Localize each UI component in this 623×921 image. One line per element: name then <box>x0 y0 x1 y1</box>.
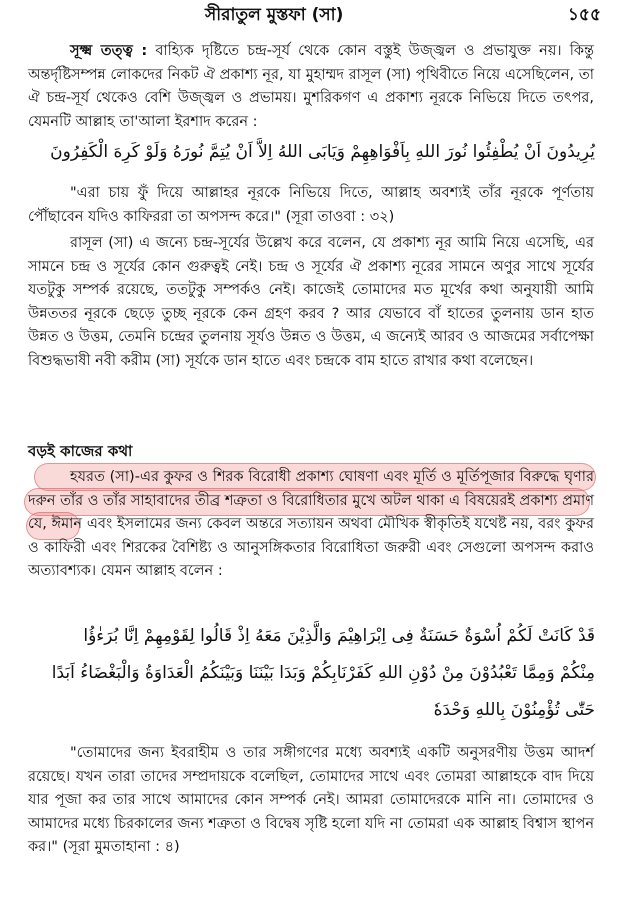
arabic-verse-tawbah: يُرِيدُونَ اَنْ يُطْفِئُوا نُورَ اللهِ بِاَفْوَاهِهِمْ وَيَابَى اللهُ اِلاَّ اَنْ يُتِمَّ نُورَهُ وَلَوْ كَرِهَ الْكَفِرُونَ <box>50 142 595 162</box>
paragraph-subtle-truth <box>28 40 594 134</box>
subtle-truth-text: বাহ্যিক দৃষ্টিতে চন্দ্র-সূর্য থেকে কোন বস্তুই উজ্জ্বল ও প্রভাযুক্ত নয়। কিন্তু অন্তর্দৃষ্টিসম্পন্ন লোকদের নিকট ঐ প্রকাশ্য নূর, যা মুহাম্মদ রাসূল (সা) পৃথিবীতে নিয়ে এসেছিলেন, তা ঐ চন্দ্র-সূর্য থেকেও বেশি উজ্জ্বল ও প্রভাময়। মুশরিকগণ এ প্রকাশ্য নূরকে নিভিয়ে দিতে তৎপর, যেমনটি আল্লাহ তা'আলা ইরশাদ করেন : <box>28 43 594 130</box>
arabic-verse-line1: قَدْ كَانَتْ لَكُمْ اُسْوَةٌ حَسَنَةٌ فِى اِبْرَاهِيْمَ وَالَّذِيْنَ مَعَهُ اِذْ قَالُوا لِقَوْمِهِمْ اِنَّا بُرَءٰؤُا <box>83 626 595 646</box>
page-number: ১৫৫ <box>567 5 601 25</box>
arabic-verse-line2: مِنْكُمْ وَمِمَّا تَعْبُدُوْنَ مِنْ دُوْنِ اللهِ كَفَرْنَابِكُمْ وَبَدَا بَيْنَنَا وَبَيْنَكُمُ الْعَدَاوَةُ وَالْبَغْضَاءُ اَبَدًا <box>51 663 595 683</box>
section-heading: বড়ই কাজের কথা <box>28 442 133 460</box>
running-title: সীরাতুল মুস্তফা (সা) <box>205 5 344 25</box>
subtle-truth-lead: সূক্ষ্ম তত্ত্ব : <box>70 43 148 59</box>
paragraph-kufr-shirk: হযরত (সা)-এর কুফর ও শিরক বিরোধী প্রকাশ্য ঘোষণা এবং মূর্তি ও মূর্তিপূজার বিরুদ্ধে ঘৃণার দরুন তাঁর ও তাঁর সাহাবাদের তীব্র শত্রুতা ও বিরোধিতার মুখে অটল থাকা এ বিষয়েরই প্রকাশ্য প্রমাণ যে, ঈমান এবং ইসলামের জন্য কেবল অন্তরে সত্যায়ন অথবা মৌখিক স্বীকৃতিই যথেষ্ট নয়, বরং কুফর ও কাফিরী এবং শিরকের বৈশিষ্ট্য ও আনুসঙ্গিকতার বিরোধিতা জরুরী এবং সেগুলো অপসন্দ করাও অত্যাবশ্যক। যেমন আল্লাহ বলেন : <box>28 469 594 580</box>
arabic-verse-line3: حَتّٰى تُؤْمِنُوْنَ بِاللهِ وَحْدَهٗ <box>433 700 595 720</box>
paragraph-tawbah-translation: "এরা চায় ফুঁ দিয়ে আল্লাহর নূরকে নিভিয়ে দিতে, আল্লাহ অবশ্যই তাঁর নূরকে পূর্ণতায় পৌঁছাবেন যদিও কাফিররা তা অপসন্দ করে।" (সূরা তাওবা : ৩২) <box>28 185 594 225</box>
paragraph-mumtahana-translation: "তোমাদের জন্য ইবরাহীম ও তার সঙ্গীগণের মধ্যে অবশ্যই একটি অনুসরণীয় উত্তম আদর্শ রয়েছে। যখন তারা তাদের সম্প্রদায়কে বলেছিল, তোমাদের সাথে এবং তোমরা আল্লাহকে বাদ দিয়ে যার পূজা কর তার সাথে আমাদের কোন সম্পর্ক নেই। আমরা তোমাদেরকে মানি না। তোমাদের ও আমাদের মধ্যে চিরকালের জন্য শত্রুতা ও বিদ্বেষ সৃষ্টি হলো যদি না তোমরা এক আল্লাহ বিশ্বাস স্থাপন কর।" (সূরা মুমতাহানা : ৪) <box>28 745 594 856</box>
page-header <box>0 0 623 28</box>
paragraph-prophet-explanation: রাসূল (সা) এ জন্যে চন্দ্র-সূর্যের উল্লেখ করে বলেন, যে প্রকাশ্য নূর আমি নিয়ে এসেছি, এর সামনে চন্দ্র ও সূর্যের কোন গুরুত্বই নেই। চন্দ্র ও সূর্যের ঐ প্রকাশ্য নূরের সামনে অণুর সাথে সূর্যের যতটুকু সম্পর্ক রয়েছে, ততটুকু সম্পর্কও নেই। কাজেই তোমাদের মত মূর্খের কথা অনুযায়ী আমি উন্নততর নূরকে ছেড়ে তুচ্ছ নূরকে কেন গ্রহণ করব ? আর যেভাবে বাঁ হাতের তুলনায় ডান হাত উন্নত ও উত্তম, তেমনি চন্দ্রের তুলনায় সূর্যও উন্নত ও উত্তম, এ জন্যেই আরব ও আজমের সর্বাপেক্ষা বিশুদ্ধভাষী নবী করীম (সা) সূর্যকে ডান হাতে এবং চন্দ্রকে বাম হাতে রাখার কথা বলেছেন। <box>28 235 594 369</box>
